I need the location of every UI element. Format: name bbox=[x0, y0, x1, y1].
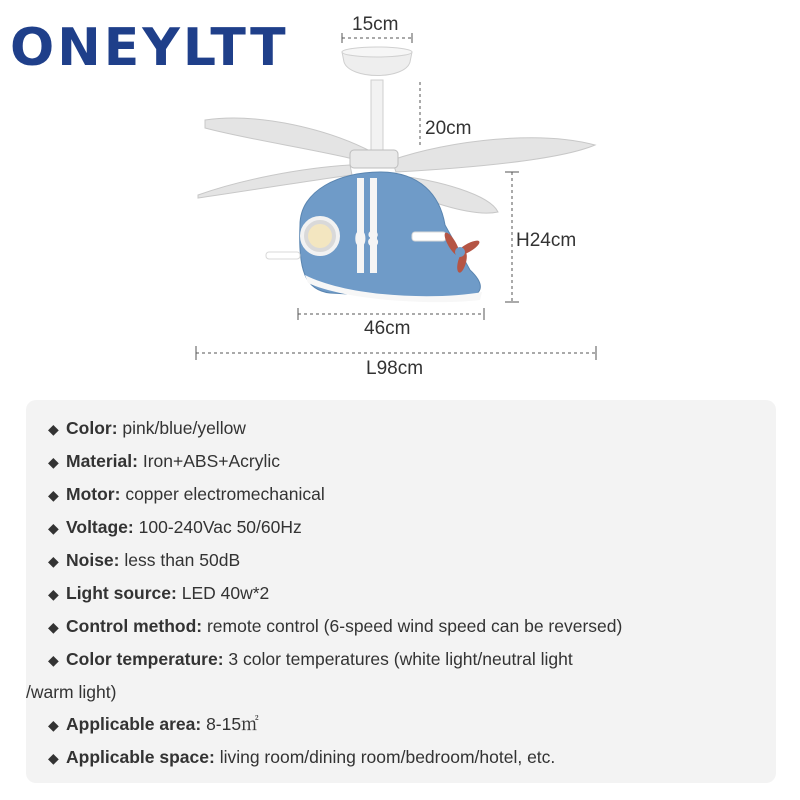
motor-hub bbox=[350, 150, 398, 168]
spec-row: ◆ Motor: copper electromechanical bbox=[48, 484, 325, 504]
spec-row: ◆ Color temperature: 3 color temperatures (white light/neutral light bbox=[48, 649, 573, 669]
spec-row: ◆ Noise: less than 50dB bbox=[48, 550, 241, 570]
spec-row: ◆ Applicable space: living room/dining room/bedroom/hotel, etc. bbox=[48, 747, 556, 767]
fan-number-label: 08 bbox=[354, 227, 380, 251]
spec-row: ◆ Voltage: 100-240Vac 50/60Hz bbox=[48, 517, 302, 537]
spec-row: ◆ Material: Iron+ABS+Acrylic bbox=[48, 451, 280, 471]
dimension-body-width: 46cm bbox=[364, 318, 411, 339]
spec-row: ◆ Color: pink/blue/yellow bbox=[48, 418, 246, 438]
spec-row-continuation: /warm light) bbox=[26, 682, 117, 702]
spec-row: ◆ Light source: LED 40w*2 bbox=[48, 583, 270, 603]
spec-row: ◆ Control method: remote control (6-speed wind speed can be reversed) bbox=[48, 616, 623, 636]
brand-logo: ONEYLTT bbox=[10, 18, 289, 78]
dimension-length: L98cm bbox=[366, 358, 424, 379]
spec-row: ◆ Applicable area: 8-15㎡ bbox=[48, 714, 259, 734]
down-rod bbox=[371, 80, 383, 152]
dimension-rod: 20cm bbox=[425, 118, 472, 139]
spec-panel bbox=[26, 400, 776, 783]
dimension-height: H24cm bbox=[516, 230, 577, 251]
dimension-top: 15cm bbox=[352, 14, 399, 35]
